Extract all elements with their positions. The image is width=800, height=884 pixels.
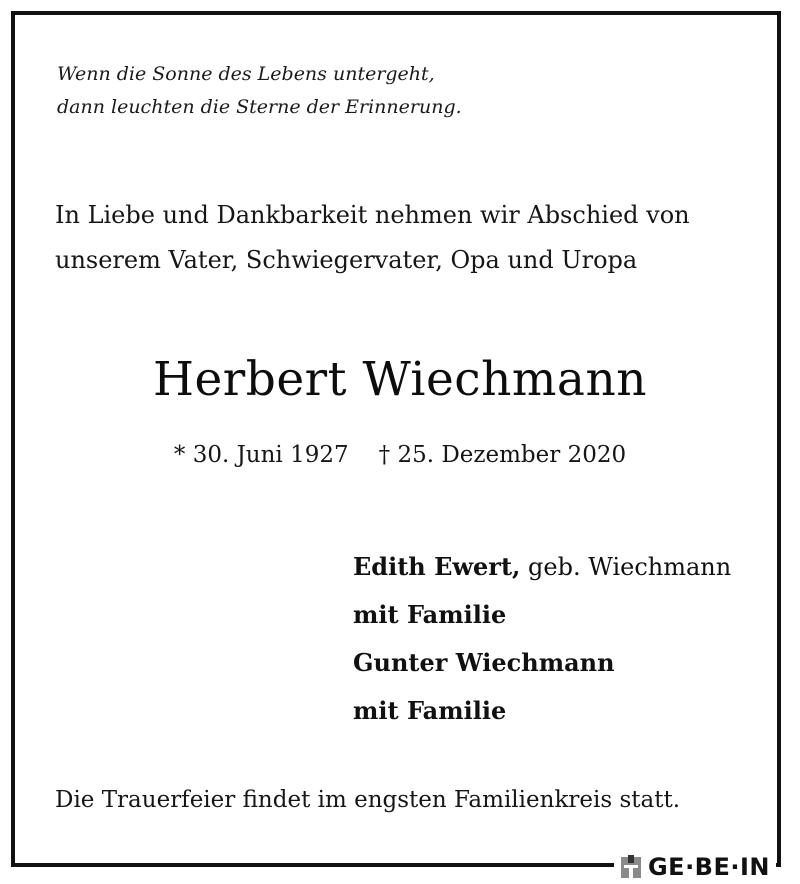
mourner-line-2: mit Familie — [353, 600, 507, 629]
gebein-logo-text: GE·BE·IN — [647, 853, 770, 881]
motto-line-1: Wenn die Sonne des Lebens untergeht, — [57, 63, 435, 85]
intro-text — [55, 193, 690, 283]
mourner-line-1 — [353, 543, 731, 591]
notice-border — [11, 11, 781, 867]
gebein-logo — [614, 850, 776, 884]
mourner-maiden-name: geb. Wiechmann — [520, 553, 732, 581]
birth-date: * 30. Juni 1927 — [173, 442, 349, 468]
motto — [57, 58, 462, 124]
life-dates — [0, 442, 800, 468]
motto-line-2: dann leuchten die Sterne der Erinnerung. — [57, 96, 462, 118]
mourners-list — [353, 543, 731, 735]
mourner-name: Edith Ewert, — [353, 552, 521, 581]
deceased-name: Herbert Wiechmann — [152, 352, 647, 407]
intro-line-1: In Liebe und Dankbarkeit nehmen wir Abschied von — [55, 201, 690, 229]
gebein-logo-icon — [620, 855, 642, 879]
funeral-note: Die Trauerfeier findet im engsten Familienkreis statt. — [55, 787, 681, 813]
mourner-line-4: mit Familie — [353, 696, 507, 725]
intro-line-2: unserem Vater, Schwiegervater, Opa und Uropa — [55, 246, 638, 274]
mourner-line-3: Gunter Wiechmann — [353, 648, 615, 677]
death-date: † 25. Dezember 2020 — [378, 442, 627, 468]
